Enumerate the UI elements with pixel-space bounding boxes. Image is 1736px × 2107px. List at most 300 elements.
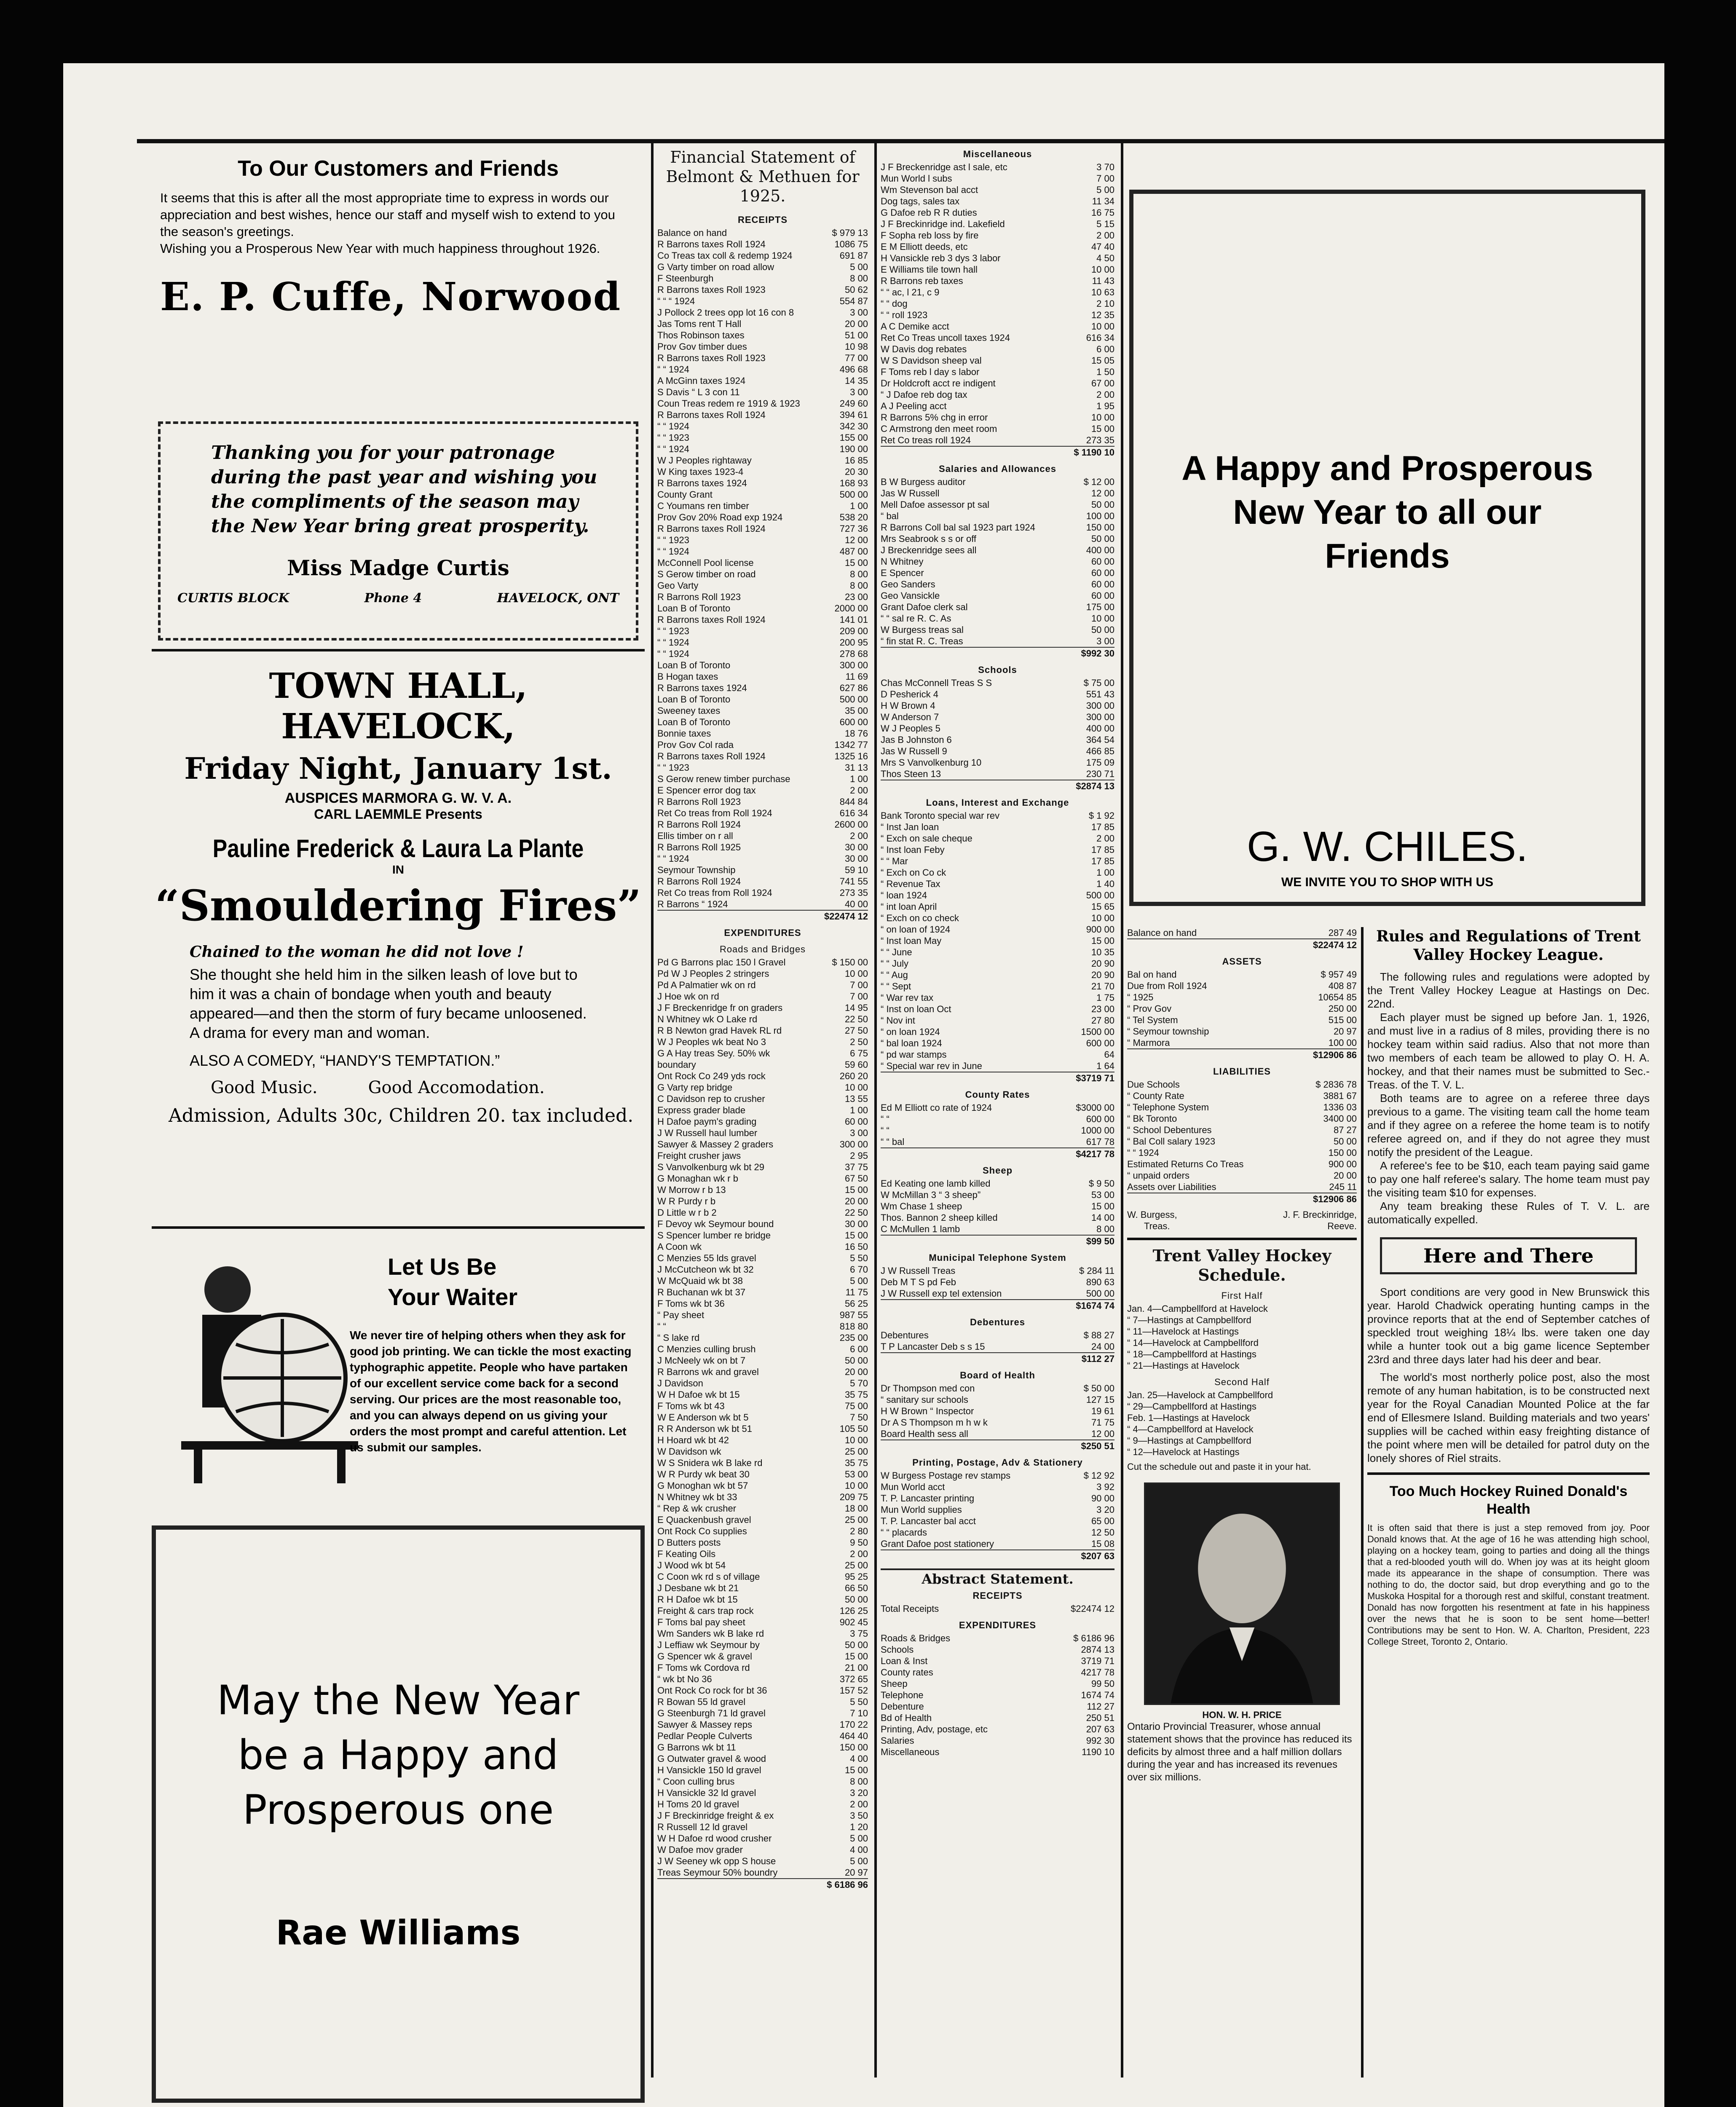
expenditure-row: [657, 1343, 868, 1355]
misc-section-row-amount: 2 00: [1096, 389, 1114, 400]
expenditure-row-label: R Bowan 55 ld gravel: [657, 1697, 746, 1707]
rules-paragraph: The following rules and regulations were adopted by the Trent Valley Hockey League at Hastings on Dec. 22nd.: [1367, 970, 1650, 1010]
telephone-section-row-amount: 500 00: [1086, 1288, 1114, 1299]
receipt-row-amount: 20 00: [844, 319, 868, 329]
receipt-row-amount: 30 00: [844, 853, 868, 864]
asset-row: [1127, 992, 1357, 1003]
expenditure-row-label: “ Rep & wk crusher: [657, 1503, 737, 1514]
expenditure-row-label: F Toms wk Cordova rd: [657, 1662, 750, 1673]
asset-row: [1127, 969, 1357, 980]
misc-section-row: [881, 252, 1114, 264]
receipt-row: [657, 694, 868, 705]
expenditure-row-label: Pd W J Peoples 2 stringers: [657, 968, 769, 979]
receipt-row: [657, 239, 868, 250]
misc-section-heading: Miscellaneous: [963, 149, 1032, 159]
receipt-row-label: Co Treas tax coll & redemp 1924: [657, 250, 793, 261]
receipt-row-label: Prov Gov timber dues: [657, 341, 747, 352]
roads-heading: Roads and Bridges: [719, 944, 806, 954]
misc-section-row: [881, 241, 1114, 252]
townhall-title: TOWN HALL, HAVELOCK,: [269, 666, 528, 747]
abstract-expenditure-row-amount: 3719 71: [1081, 1656, 1114, 1666]
misc-section-row-amount: 67 00: [1091, 378, 1114, 389]
loans-section-row: [881, 1037, 1114, 1049]
county-rates-section-row-label: Ed M Elliott co rate of 1924: [881, 1102, 992, 1113]
misc-section-row-label: “ “ ac, l 21, c 9: [881, 287, 940, 298]
expenditure-row-amount: 15 00: [844, 1765, 868, 1775]
expenditure-row-amount: 66 50: [844, 1583, 868, 1593]
rules-paragraph: Both teams are to agree on a referee three days previous to a game. The visiting team call the home team and if they agree on a referee the home team is to notify referee agreed on, and if they do not agree they must notify the president of the League.: [1367, 1092, 1650, 1158]
receipt-row-amount: 50 62: [844, 284, 868, 295]
expenditure-row-label: Ont Rock Co 249 yds rock: [657, 1071, 766, 1081]
expenditure-row-label: “ S lake rd: [657, 1332, 700, 1343]
expenditure-row-amount: 126 25: [839, 1606, 868, 1616]
receipt-row: [657, 603, 868, 614]
expenditure-row: [657, 1355, 868, 1366]
county-rates-section-row-label: “ “ bal: [881, 1137, 905, 1147]
misc-section-row-amount: 2 10: [1096, 298, 1114, 309]
receipt-row-amount: 30 00: [844, 842, 868, 852]
schools-section-row-amount: 300 00: [1086, 700, 1114, 711]
asset-row-label: Bal on hand: [1127, 969, 1177, 980]
expenditure-row-label: S Spencer lumber re bridge: [657, 1230, 771, 1241]
misc-section-row: [881, 400, 1114, 412]
debentures-section-row-label: Debentures: [881, 1330, 929, 1340]
health-section-row-amount: 71 75: [1091, 1417, 1114, 1428]
expenditure-row: [657, 1275, 868, 1287]
printing-section-heading: Printing, Postage, Adv & Stationery: [912, 1457, 1083, 1468]
expenditure-row-label: W E Anderson wk bt 5: [657, 1412, 749, 1423]
expenditure-row: [657, 1036, 868, 1048]
loans-section-row-amount: 900 00: [1086, 924, 1114, 935]
expenditure-row-amount: 2 80: [850, 1526, 868, 1536]
schools-section-row: [881, 768, 1114, 780]
expenditure-row-amount: 3 50: [850, 1810, 868, 1821]
receipt-row-amount: 1325 16: [834, 751, 868, 761]
schools-section-row: [881, 745, 1114, 757]
receipt-row-amount: 200 95: [839, 637, 868, 648]
receipt-row-label: “ “ 1924: [657, 853, 689, 864]
schools-section-row-label: W J Peoples 5: [881, 723, 940, 734]
misc-section-row-label: “ “ dog: [881, 298, 908, 309]
receipt-row: [657, 728, 868, 739]
printing-section-row-amount: 12 50: [1091, 1527, 1114, 1538]
health-section-row: [881, 1405, 1114, 1417]
expenditure-row: [657, 1594, 868, 1605]
expenditure-row: [657, 1457, 868, 1469]
receipt-row-amount: 15 00: [844, 558, 868, 568]
abstract-expenditure-row-label: County rates: [881, 1667, 933, 1678]
expenditure-row-amount: 902 45: [839, 1617, 868, 1627]
expenditure-row: [657, 1639, 868, 1651]
expenditure-row: [657, 1230, 868, 1241]
liability-row-label: “ Telephone System: [1127, 1102, 1209, 1112]
expenditure-row-amount: 10 00: [844, 1435, 868, 1445]
receipt-row-amount: 1342 77: [834, 740, 868, 750]
expenditure-row-label: J Davidson: [657, 1378, 703, 1389]
liability-row-label: “ County Rate: [1127, 1091, 1184, 1101]
schedule-game: “ 9—Hastings at Campbellford: [1127, 1435, 1251, 1446]
expenditure-row-label: N Whitney wk bt 33: [657, 1492, 737, 1502]
receipt-row-label: “ “ 1923: [657, 762, 689, 773]
receipt-row: [657, 625, 868, 637]
expenditure-row-amount: 4 00: [850, 1844, 868, 1855]
debentures-section-row-amount: 24 00: [1091, 1341, 1114, 1352]
expenditures-heading: EXPENDITURES: [724, 928, 801, 938]
misc-section-row-amount: 15 05: [1091, 355, 1114, 366]
misc-section-row: [881, 321, 1114, 332]
county-rates-section-list: [881, 1102, 1114, 1147]
receipt-row-label: B Hogan taxes: [657, 671, 718, 682]
salaries-section-row-label: R Barrons Coll bal sal 1923 part 1924: [881, 522, 1035, 533]
health-section-row-label: Dr A S Thompson m h w k: [881, 1417, 988, 1428]
asset-row-amount: 250 00: [1328, 1003, 1357, 1014]
expenditure-row-label: W Morrow r b 13: [657, 1185, 726, 1195]
salaries-section-row-label: N Whitney: [881, 556, 924, 567]
receipt-row: [657, 455, 868, 466]
health-section-row-label: Board Health sess all: [881, 1429, 968, 1439]
expenditure-row-label: W McQuaid wk bt 38: [657, 1276, 743, 1286]
misc-section-row-label: “ “ roll 1923: [881, 310, 928, 320]
receipt-row-label: C Youmans ren timber: [657, 501, 749, 511]
loans-section-row-label: “ “ July: [881, 958, 908, 969]
expenditure-row: [657, 1582, 868, 1594]
expenditure-row-label: J F Breckinridge freight & ex: [657, 1810, 774, 1821]
misc-section-row-label: R Barrons reb taxes: [881, 276, 963, 286]
receipt-row-amount: 59 10: [844, 865, 868, 875]
townhall-auspices: AUSPICES MARMORA G. W. V. A.: [284, 790, 512, 806]
salaries-section-heading: Salaries and Allowances: [939, 464, 1056, 474]
loans-section-row-amount: 15 65: [1091, 901, 1114, 912]
sheep-section-row-amount: 8 00: [1096, 1224, 1114, 1234]
expenditure-row: [657, 1514, 868, 1525]
receipt-row-label: “ “ 1924: [657, 637, 689, 648]
misc-section-row: [881, 230, 1114, 241]
balance-row: Balance on hand 287 49: [1127, 928, 1357, 938]
receipt-row: [657, 887, 868, 898]
expenditure-row-amount: 6 00: [850, 1344, 868, 1354]
expenditure-row-label: W H Dafoe wk bt 15: [657, 1389, 740, 1400]
column-rule: [651, 139, 654, 2078]
expenditure-row: [657, 1082, 868, 1093]
misc-section-row-label: Mun World l subs: [881, 173, 952, 184]
sheep-section-row-amount: $ 9 50: [1088, 1178, 1114, 1189]
misc-section-row-label: F Toms reb l day s labor: [881, 367, 980, 377]
printing-section-row-amount: 3 92: [1096, 1482, 1114, 1492]
receipt-row-amount: 10 98: [844, 341, 868, 352]
expenditure-row-amount: 16 50: [844, 1241, 868, 1252]
salaries-section-row: [881, 613, 1114, 624]
liability-row-amount: 3400 00: [1323, 1113, 1357, 1124]
receipt-row: [657, 307, 868, 318]
receipt-row-amount: 627 86: [839, 683, 868, 693]
salaries-section-row-amount: 400 00: [1086, 545, 1114, 555]
receipt-row: [657, 716, 868, 728]
schools-section-row: [881, 734, 1114, 745]
printing-section-row: [881, 1481, 1114, 1493]
receipt-row-label: Prov Gov Col rada: [657, 740, 734, 750]
rules-paragraph: Each player must be signed up before Jan. 1, 1926, and must live in a radius of 8 miles, providing there is no hockey team within said radius. Also that not more than two members of each team be allowed to play O. H. A. hockey, and that their names must be submitted to Sec.-Treas. of the T. V. L.: [1367, 1011, 1650, 1091]
expenditure-row-label: R R Anderson wk bt 51: [657, 1423, 753, 1434]
expenditure-row-label: D Little w r b 2: [657, 1207, 717, 1218]
receipt-row-amount: 16 85: [844, 455, 868, 466]
signatures: [1127, 1209, 1357, 1232]
receipt-row: [657, 330, 868, 341]
expenditure-row-label: J Leffiaw wk Seymour by: [657, 1640, 760, 1650]
receipt-row-label: Ret Co treas from Roll 1924: [657, 808, 772, 818]
expenditure-row: [657, 1753, 868, 1764]
misc-section-row-amount: 5 15: [1096, 219, 1114, 229]
expenditure-row-label: G Spencer wk & gravel: [657, 1651, 752, 1662]
abstract-expenditure-row-label: Loan & Inst: [881, 1656, 928, 1666]
loans-section-row-label: “ “ Mar: [881, 856, 908, 866]
health-section-list: [881, 1383, 1114, 1440]
expenditure-row-label: J McCutcheon wk bt 32: [657, 1264, 754, 1275]
schedule-game: Jan. 25—Havelock at Campbellford: [1127, 1390, 1273, 1400]
expenditure-row-amount: 5 50: [850, 1697, 868, 1707]
debentures-section-row-amount: $ 88 27: [1083, 1330, 1114, 1340]
expenditure-row: [657, 1332, 868, 1343]
loans-section-row-label: “ pd war stamps: [881, 1049, 947, 1060]
salaries-section-row: [881, 601, 1114, 613]
printing-section-row: [881, 1515, 1114, 1527]
loans-section-row: [881, 946, 1114, 958]
schedule-game: “ 21—Hastings at Havelock: [1127, 1360, 1240, 1371]
expenditure-row-amount: 15 00: [844, 1185, 868, 1195]
williams-name: Rae Williams: [276, 1913, 521, 1952]
expenditure-row-label: “ Coon culling brus: [657, 1776, 735, 1787]
receipt-row: [657, 443, 868, 455]
misc-section-row-amount: 6 00: [1096, 344, 1114, 354]
loans-section-row-label: “ “ June: [881, 947, 912, 957]
expenditure-row-label: W R Purdy wk beat 30: [657, 1469, 750, 1480]
loans-section-row-label: “ on loan 1924: [881, 1027, 940, 1037]
loans-section-row-label: “ Exch on co check: [881, 913, 959, 923]
hockey-article-title: Too Much Hockey Ruined Donald's Health: [1389, 1483, 1628, 1517]
expenditure-row-label: W Davidson wk: [657, 1446, 721, 1457]
receipt-row-amount: 77 00: [844, 353, 868, 363]
debentures-section-total: $112 27: [881, 1352, 1114, 1364]
receipt-row-label: Ret Co treas from Roll 1924: [657, 887, 772, 898]
salaries-section-row-amount: 60 00: [1091, 556, 1114, 567]
portrait-text: Ontario Provincial Treasurer, whose annual statement shows that the province has reduced its deficits by almost three and a half million dollars during the year and has increased its revenues over six millions.: [1127, 1721, 1352, 1783]
misc-section-row: [881, 423, 1114, 434]
expenditure-row: [657, 1241, 868, 1252]
misc-section-row: [881, 184, 1114, 196]
expenditure-row-label: G Varty rep bridge: [657, 1082, 733, 1093]
receipt-row: [657, 864, 868, 876]
receipt-row-label: Balance on hand: [657, 228, 727, 238]
abstract-receipt-row-label: Total Receipts: [881, 1603, 939, 1614]
expenditure-row-label: G Steenburgh 71 ld gravel: [657, 1708, 766, 1718]
abstract-expenditure-row-amount: 207 63: [1086, 1724, 1114, 1734]
salaries-section-row: [881, 510, 1114, 522]
asset-row-amount: 515 00: [1328, 1015, 1357, 1025]
liability-row-label: Estimated Returns Co Treas: [1127, 1159, 1244, 1169]
receipt-row-label: Loan B of Toronto: [657, 660, 731, 670]
expenditure-row-label: W H Dafoe rd wood crusher: [657, 1833, 772, 1844]
loans-section-row: [881, 855, 1114, 867]
expenditure-row: [657, 1434, 868, 1446]
receipt-row-amount: 1 00: [850, 774, 868, 784]
expenditure-row-label: C Davidson rep to crusher: [657, 1094, 765, 1104]
expenditure-row: [657, 1161, 868, 1173]
expenditure-row-label: J Desbane wk bt 21: [657, 1583, 739, 1593]
county-rates-section-row-label: “ “: [881, 1114, 889, 1124]
salaries-section-row: [881, 533, 1114, 544]
abstract-expenditure-row-label: Salaries: [881, 1735, 914, 1746]
loans-section-total: $3719 71: [881, 1072, 1114, 1084]
abstract-expenditure-row-label: Debenture: [881, 1701, 924, 1712]
expenditure-row-label: “ Pay sheet: [657, 1310, 705, 1320]
liability-row: [1127, 1113, 1357, 1124]
asset-row: [1127, 1037, 1357, 1048]
loans-section-row-amount: 20 90: [1091, 958, 1114, 969]
sheep-section-row-amount: 15 00: [1091, 1201, 1114, 1212]
expenditure-row-label: Pd G Barrons plac 150 l Gravel: [657, 957, 786, 968]
sheep-section-row-amount: 53 00: [1091, 1190, 1114, 1200]
receipt-row-amount: 51 00: [844, 330, 868, 340]
receipt-row-label: F Steenburgh: [657, 273, 714, 284]
receipt-row-label: Bonnie taxes: [657, 728, 711, 739]
curtis-name: Miss Madge Curtis: [287, 555, 509, 580]
expenditure-row-label: Treas Seymour 50% boundry: [657, 1867, 778, 1878]
receipt-row: [657, 591, 868, 603]
asset-row-amount: 100 00: [1328, 1037, 1357, 1048]
liability-row-label: “ Bal Coll salary 1923: [1127, 1136, 1216, 1147]
expenditure-row-label: W J Peoples wk beat No 3: [657, 1037, 766, 1047]
divider: [152, 649, 645, 651]
cuffe-ad: [152, 143, 645, 413]
expenditure-row-amount: 13 55: [844, 1094, 868, 1104]
expenditure-row-label: G Outwater gravel & wood: [657, 1753, 766, 1764]
receipt-row-label: R Barrons taxes 1924: [657, 478, 747, 488]
misc-section-row-label: C Armstrong den meet room: [881, 424, 997, 434]
abstract-receipt-row-amount: $22474 12: [1071, 1603, 1114, 1614]
loans-section-row: [881, 935, 1114, 946]
expenditure-row-amount: 27 50: [844, 1025, 868, 1036]
liability-row-amount: 50 00: [1333, 1136, 1357, 1147]
debentures-section-list: [881, 1330, 1114, 1352]
expenditure-row: [657, 1150, 868, 1161]
abstract-expenditure-row: [881, 1678, 1114, 1689]
expenditure-row: [657, 1127, 868, 1139]
expenditure-row-label: H Dafoe paym's grading: [657, 1116, 757, 1127]
cuffe-wish: Wishing you a Prosperous New Year with much happiness throughout 1926.: [160, 241, 600, 256]
misc-section-row-label: J F Breckinridge ind. Lakefield: [881, 219, 1005, 229]
expenditure-row-amount: 300 00: [839, 1139, 868, 1150]
first-half-heading: First Half: [1221, 1290, 1263, 1301]
expenditure-row: [657, 1025, 868, 1036]
expenditure-row-amount: 372 65: [839, 1674, 868, 1684]
sheep-section-row-label: W McMillan 3 “ 3 sheep”: [881, 1190, 981, 1200]
expenditure-row-amount: 20 00: [844, 1196, 868, 1206]
expenditure-row-amount: 105 50: [839, 1423, 868, 1434]
asset-row: [1127, 980, 1357, 992]
expenditure-row-amount: 25 00: [844, 1446, 868, 1457]
receipt-row-label: R Barrons taxes 1924: [657, 683, 747, 693]
receipt-row-amount: 500 00: [839, 489, 868, 500]
expenditure-row-amount: 10 00: [844, 1082, 868, 1093]
asset-row-label: “ Tel System: [1127, 1015, 1178, 1025]
expenditure-row-amount: 50 00: [844, 1355, 868, 1366]
expenditure-row: [657, 1867, 868, 1878]
abstract-expenditure-row: [881, 1667, 1114, 1678]
receipt-row-label: Geo Varty: [657, 580, 699, 591]
loans-section-row-label: “ Revenue Tax: [881, 879, 940, 889]
chiles-greeting-line1: A Happy and Prosperous: [1181, 449, 1593, 488]
expenditure-row-amount: 157 52: [839, 1685, 868, 1696]
schools-section-row-label: D Pesherick 4: [881, 689, 938, 700]
misc-section-row-label: R Barrons 5% chg in error: [881, 412, 988, 423]
curtis-address: [177, 591, 619, 606]
loans-section-row-label: “ Inst loan Feby: [881, 844, 945, 855]
expenditure-row: [657, 1810, 868, 1821]
abstract-expenditure-row-amount: 1190 10: [1082, 1747, 1114, 1757]
expenditure-row: [657, 1321, 868, 1332]
here-there-paragraph: Sport conditions are very good in New Brunswick this year. Harold Chadwick operating hunting camps in the province reports that at the end of September catches of speckled trout weighing 18¼ lbs. were taken one day while a hunter took out a big game licence September 23rd and three days later had his deer and bear.: [1367, 1286, 1650, 1366]
townhall-in: IN: [392, 863, 404, 876]
loans-section-list: [881, 810, 1114, 1072]
receipt-row-label: Seymour Township: [657, 865, 736, 875]
loans-section-row-amount: 1 00: [1096, 867, 1114, 878]
expenditure-row-amount: 8 00: [850, 1776, 868, 1787]
health-section-row-label: “ sanitary sur schools: [881, 1394, 968, 1405]
printing-section-total: $207 63: [881, 1549, 1114, 1562]
expenditure-row: [657, 1605, 868, 1616]
expenditure-row-amount: 95 25: [844, 1571, 868, 1582]
receipt-row-label: “ “ 1923: [657, 626, 689, 636]
expenditure-row-label: J F Breckenridge fr on graders: [657, 1003, 783, 1013]
receipt-row-label: W J Peoples rightaway: [657, 455, 752, 466]
receipt-row-amount: 616 34: [839, 808, 868, 818]
receipt-row: [657, 489, 868, 500]
receipt-row: [657, 796, 868, 807]
expenditure-row: [657, 1548, 868, 1560]
liability-row-label: “ “ 1924: [1127, 1147, 1159, 1158]
misc-section-row-amount: 11 34: [1092, 196, 1114, 206]
receipt-row-label: E Spencer error dog tax: [657, 785, 756, 796]
telephone-section-row-amount: 890 63: [1086, 1277, 1114, 1287]
printing-section-row-amount: 15 08: [1091, 1539, 1114, 1549]
expenditure-row-label: R Russell 12 ld gravel: [657, 1822, 747, 1832]
loans-section-row-label: “ “ Sept: [881, 981, 911, 992]
expenditure-row: [657, 1844, 868, 1855]
loans-section-row: [881, 844, 1114, 855]
expenditure-row-label: S Vanvolkenburg wk bt 29: [657, 1162, 764, 1172]
receipt-row: [657, 523, 868, 534]
expenditure-row-label: F Keating Oils: [657, 1549, 716, 1559]
receipt-row-label: “ “ 1924: [657, 649, 689, 659]
liability-row-label: “ School Debentures: [1127, 1125, 1212, 1135]
receipt-row-amount: 500 00: [839, 694, 868, 705]
loans-section-row-amount: 17 85: [1091, 822, 1114, 832]
receipt-row: [657, 819, 868, 830]
abstract-expenditure-row-amount: 1674 74: [1081, 1690, 1114, 1700]
misc-section-row: [881, 264, 1114, 275]
expenditures-total: $ 6186 96: [657, 1878, 868, 1890]
receipt-row-amount: 31 13: [844, 762, 868, 773]
loans-section-row-amount: 17 85: [1091, 856, 1114, 866]
salaries-section-row-amount: 60 00: [1091, 590, 1114, 601]
expenditure-row-amount: 3 00: [850, 1128, 868, 1138]
liability-row-amount: 150 00: [1328, 1147, 1357, 1158]
misc-section-row-amount: 11 43: [1092, 276, 1114, 286]
loans-section-row-label: “ “ Aug: [881, 970, 908, 980]
telephone-section-row-label: Deb M T S pd Feb: [881, 1277, 956, 1287]
expenditure-row-label: H Vansickle 32 ld gravel: [657, 1788, 756, 1798]
column-hockey-news: [1367, 927, 1650, 2065]
expenditure-row: [657, 1833, 868, 1844]
